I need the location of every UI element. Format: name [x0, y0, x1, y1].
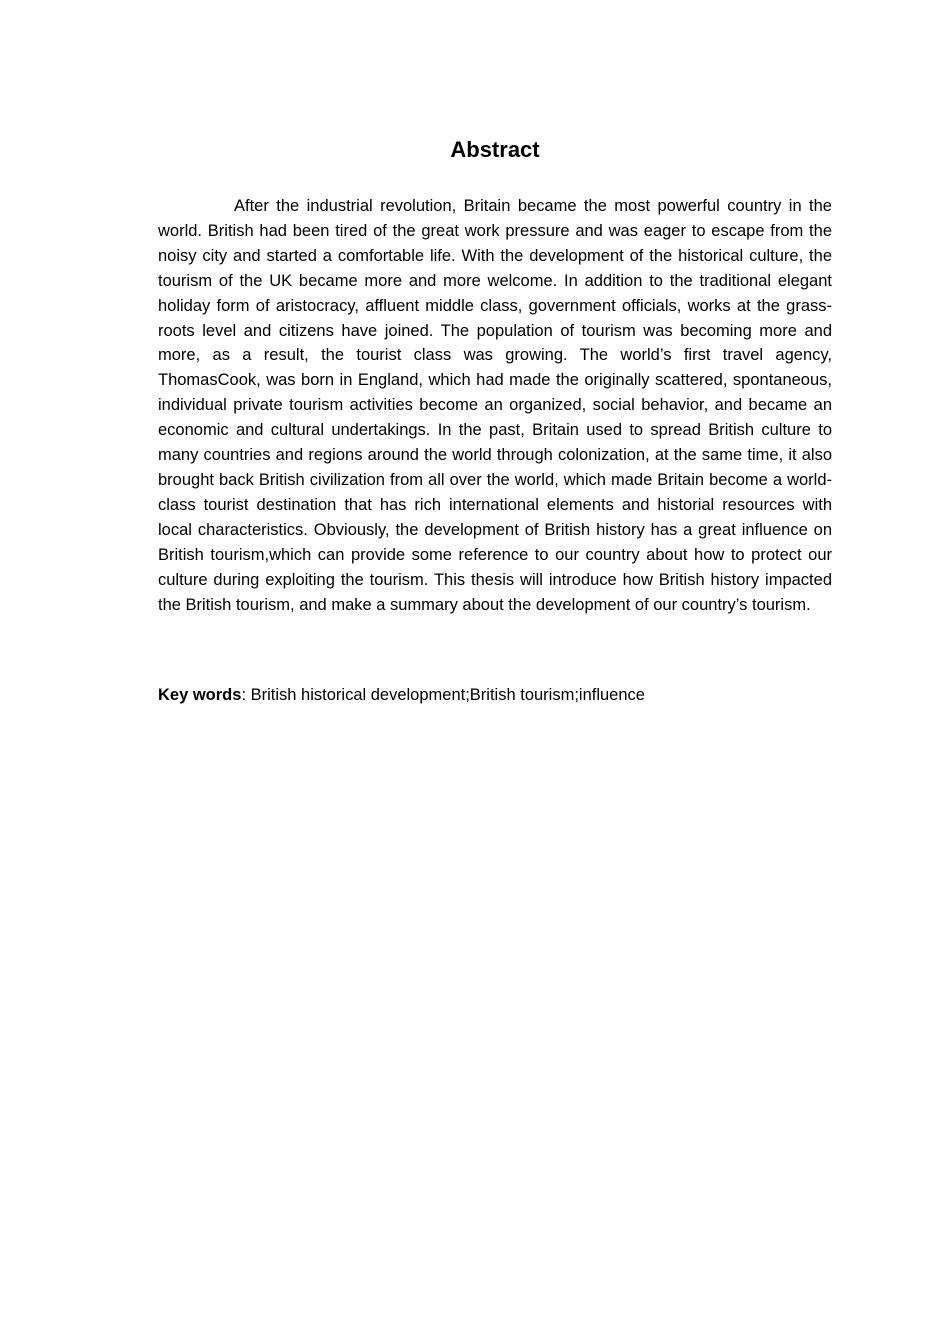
document-page: [158, 136, 832, 708]
keywords-separator: :: [241, 686, 251, 705]
keywords-label: Key words: [158, 686, 242, 705]
abstract-body: After the industrial revolution, Britain became the most powerful country in the world. British had been tired of the great work pressure and was eager to escape from the noisy city and started a comfortable life. With the development of the historical culture, the tourism of the UK became more and more welcome. In addition to the traditional elegant holiday form of aristocracy, affluent middle class, government officials, works at the grass-roots level and citizens have joined. The population of tourism was becoming more and more, as a result, the tourist class was growing. The world’s first travel agency, ThomasCook, was born in England, which had made the originally scattered, spontaneous, individual private tourism activities become an organized, social behavior, and became an economic and cultural undertakings. In the past, Britain used to spread British culture to many countries and regions around the world through colonization, at the same time, it also brought back British civilization from all over the world, which made Britain become a world-class tourist destination that has rich international elements and historial resources with local characteristics. Obviously, the development of British history has a great influence on British tourism,which can provide some reference to our country about how to protect our culture during exploiting the tourism. This thesis will introduce how British history impacted the British tourism, and make a summary about the development of our country’s tourism.: [158, 197, 832, 614]
abstract-title: Abstract: [450, 137, 540, 162]
keywords-value: British historical development;British tourism;influence: [250, 686, 645, 705]
keywords-line: [158, 683, 832, 708]
